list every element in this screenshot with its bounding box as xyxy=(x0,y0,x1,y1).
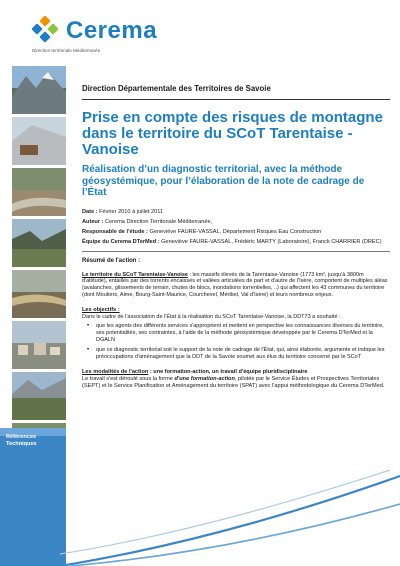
references-panel xyxy=(0,428,66,566)
logo-subtitle: Direction territoriale Méditerranée xyxy=(32,48,101,53)
valley-photo xyxy=(12,219,66,267)
torrent-photo xyxy=(12,168,66,216)
references-label: Références Techniques xyxy=(6,434,37,447)
photo-strip xyxy=(12,66,66,476)
objective-bullet-1: • que les agents des différents services s'approprient et mettent en perspective les connaissances diverses du territoire, ses potentialités, ses contraintes, à l'aide de la méthode géosystémique développée par le Cerema DTerMed et la DGALN xyxy=(82,323,390,343)
separator xyxy=(82,251,390,252)
avalanche-photo xyxy=(12,117,66,165)
metadata-block xyxy=(82,209,390,246)
objectives-intro: Dans le cadre de l'association de l'État à la réalisation du SCoT Tarentaise-Vanoise, la DDT73 a souhaité : xyxy=(82,313,341,320)
objective-bullet-2: • que ce diagnostic territorial soit le support de la note de cadrage de l'État, qui, ainsi élaborée, argumente et indique les préoccupations d'aménagement que la DDT de la Savoie soumet aux élus du territoire concerné par le SCoT xyxy=(82,347,390,361)
cerema-logo xyxy=(20,12,170,58)
objectives-heading: Les objectifs : xyxy=(82,306,120,313)
summary-heading: Résumé de l'action : xyxy=(82,257,141,264)
direction-heading: Direction Départementale des Territoires de Savoie xyxy=(82,84,390,100)
river-photo xyxy=(12,270,66,318)
logo-wordmark: Cerema xyxy=(66,17,158,44)
territory-paragraph: Le territoire du SCoT Tarentaise-Vanoise : les massifs élevés de la Tarentaise-Vanoise (1773 km², jusqu'à 3800m d'altitude), entaillés par des torrents encaissés et vallées articulées de part et d'autre de l'Isère, comportent de multiples aléas (avalanches, glissements de terrain, chutes de blocs, inondations torrentielles, ..) qui affectent les 43 communes du territoire (dont Moutiers, Aime, Bourg-Saint-Maurice, Courchevel, Méribel, Val d'Isère) et leurs nombreux enjeux. xyxy=(82,271,388,298)
document-title: Prise en compte des risques de montagne dans le territoire du SCoT Tarentaise - Vanoise xyxy=(82,109,383,158)
document-body xyxy=(82,84,390,390)
cerema-logo-mark-icon xyxy=(32,16,58,42)
mountain-photo xyxy=(12,66,66,114)
team-line: Équipe du Cerema DTerMed : Geneviève FAURE-VASSAL, Frédéric MARTY (Laboratoire), Franck CHARRIER (DREC) xyxy=(82,238,382,245)
modalities-paragraph: Les modalités de l'action : une formation-action, un travail d'équipe pluridisciplinaire Le travail s'est déroulé sous la forme d'une formation-action, pilotée par le Service Études et Prospectives Territoriales (SEPT) et le Service Planification et Aménagement du territoire (SPAT) avec l'appui méthodologique du Cerema DTerMed. xyxy=(82,369,385,390)
author-line: Auteur : Cerema Direction Territoriale Méditerranée, xyxy=(82,218,213,225)
responsible-line: Responsable de l’étude : Geneviève FAURE-VASSAL, Département Risques Eau Construction xyxy=(82,228,322,235)
decorative-swoosh-icon xyxy=(60,470,400,566)
date-line: Date : Février 2010 à juillet 2011 xyxy=(82,208,164,215)
document-subtitle: Réalisation d’un diagnostic territorial, avec la méthode géosystémique, pour l’élaboration de la note de cadrage de l’État xyxy=(82,164,365,198)
village-photo xyxy=(12,372,66,420)
town-photo xyxy=(12,321,66,369)
